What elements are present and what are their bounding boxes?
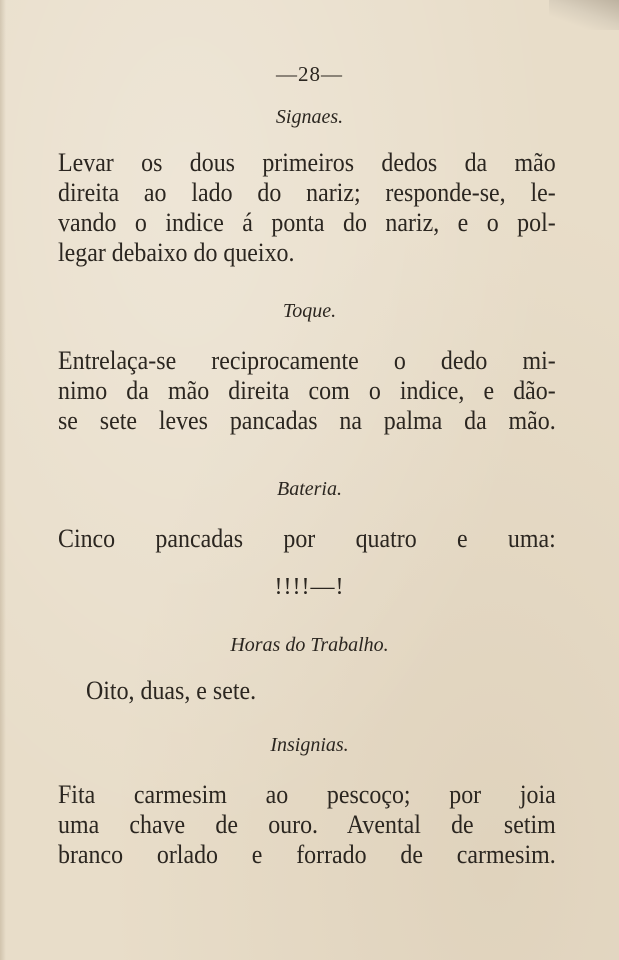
toque-line-3: se sete leves pancadas na palma da mão. xyxy=(58,406,556,435)
toque-line-2: nimo da mão direita com o indice, e dão- xyxy=(58,376,556,405)
signaes-line-1: Levar os dous primeiros dedos da mão xyxy=(58,148,556,177)
heading-signaes: Signaes. xyxy=(275,106,344,128)
bateria-line: Cinco pancadas por quatro e uma: xyxy=(58,524,556,553)
heading-insignias: Insignias. xyxy=(270,734,349,756)
page-corner-fold xyxy=(549,0,619,30)
signaes-line-2: direita ao lado do nariz; responde-se, le- xyxy=(58,178,556,207)
bateria-knock-marks: !!!!—! xyxy=(274,574,345,600)
insignias-line-2: uma chave de ouro. Avental de setim xyxy=(58,810,556,839)
toque-line-1: Entrelaça-se reciprocamente o dedo mi- xyxy=(58,346,556,375)
horas-line: Oito, duas, e sete. xyxy=(86,676,257,705)
heading-toque: Toque. xyxy=(282,300,337,322)
heading-bateria: Bateria. xyxy=(277,478,342,500)
heading-horas-do-trabalho: Horas do Trabalho. xyxy=(230,634,389,656)
signaes-line-3: vando o indice á ponta do nariz, e o pol- xyxy=(58,208,556,237)
page-number: —28— xyxy=(276,62,343,86)
signaes-line-4: legar debaixo do queixo. xyxy=(58,238,295,267)
insignias-line-3: branco orlado e forrado de carmesim. xyxy=(58,840,556,869)
insignias-line-1: Fita carmesim ao pescoço; por joia xyxy=(58,780,556,809)
